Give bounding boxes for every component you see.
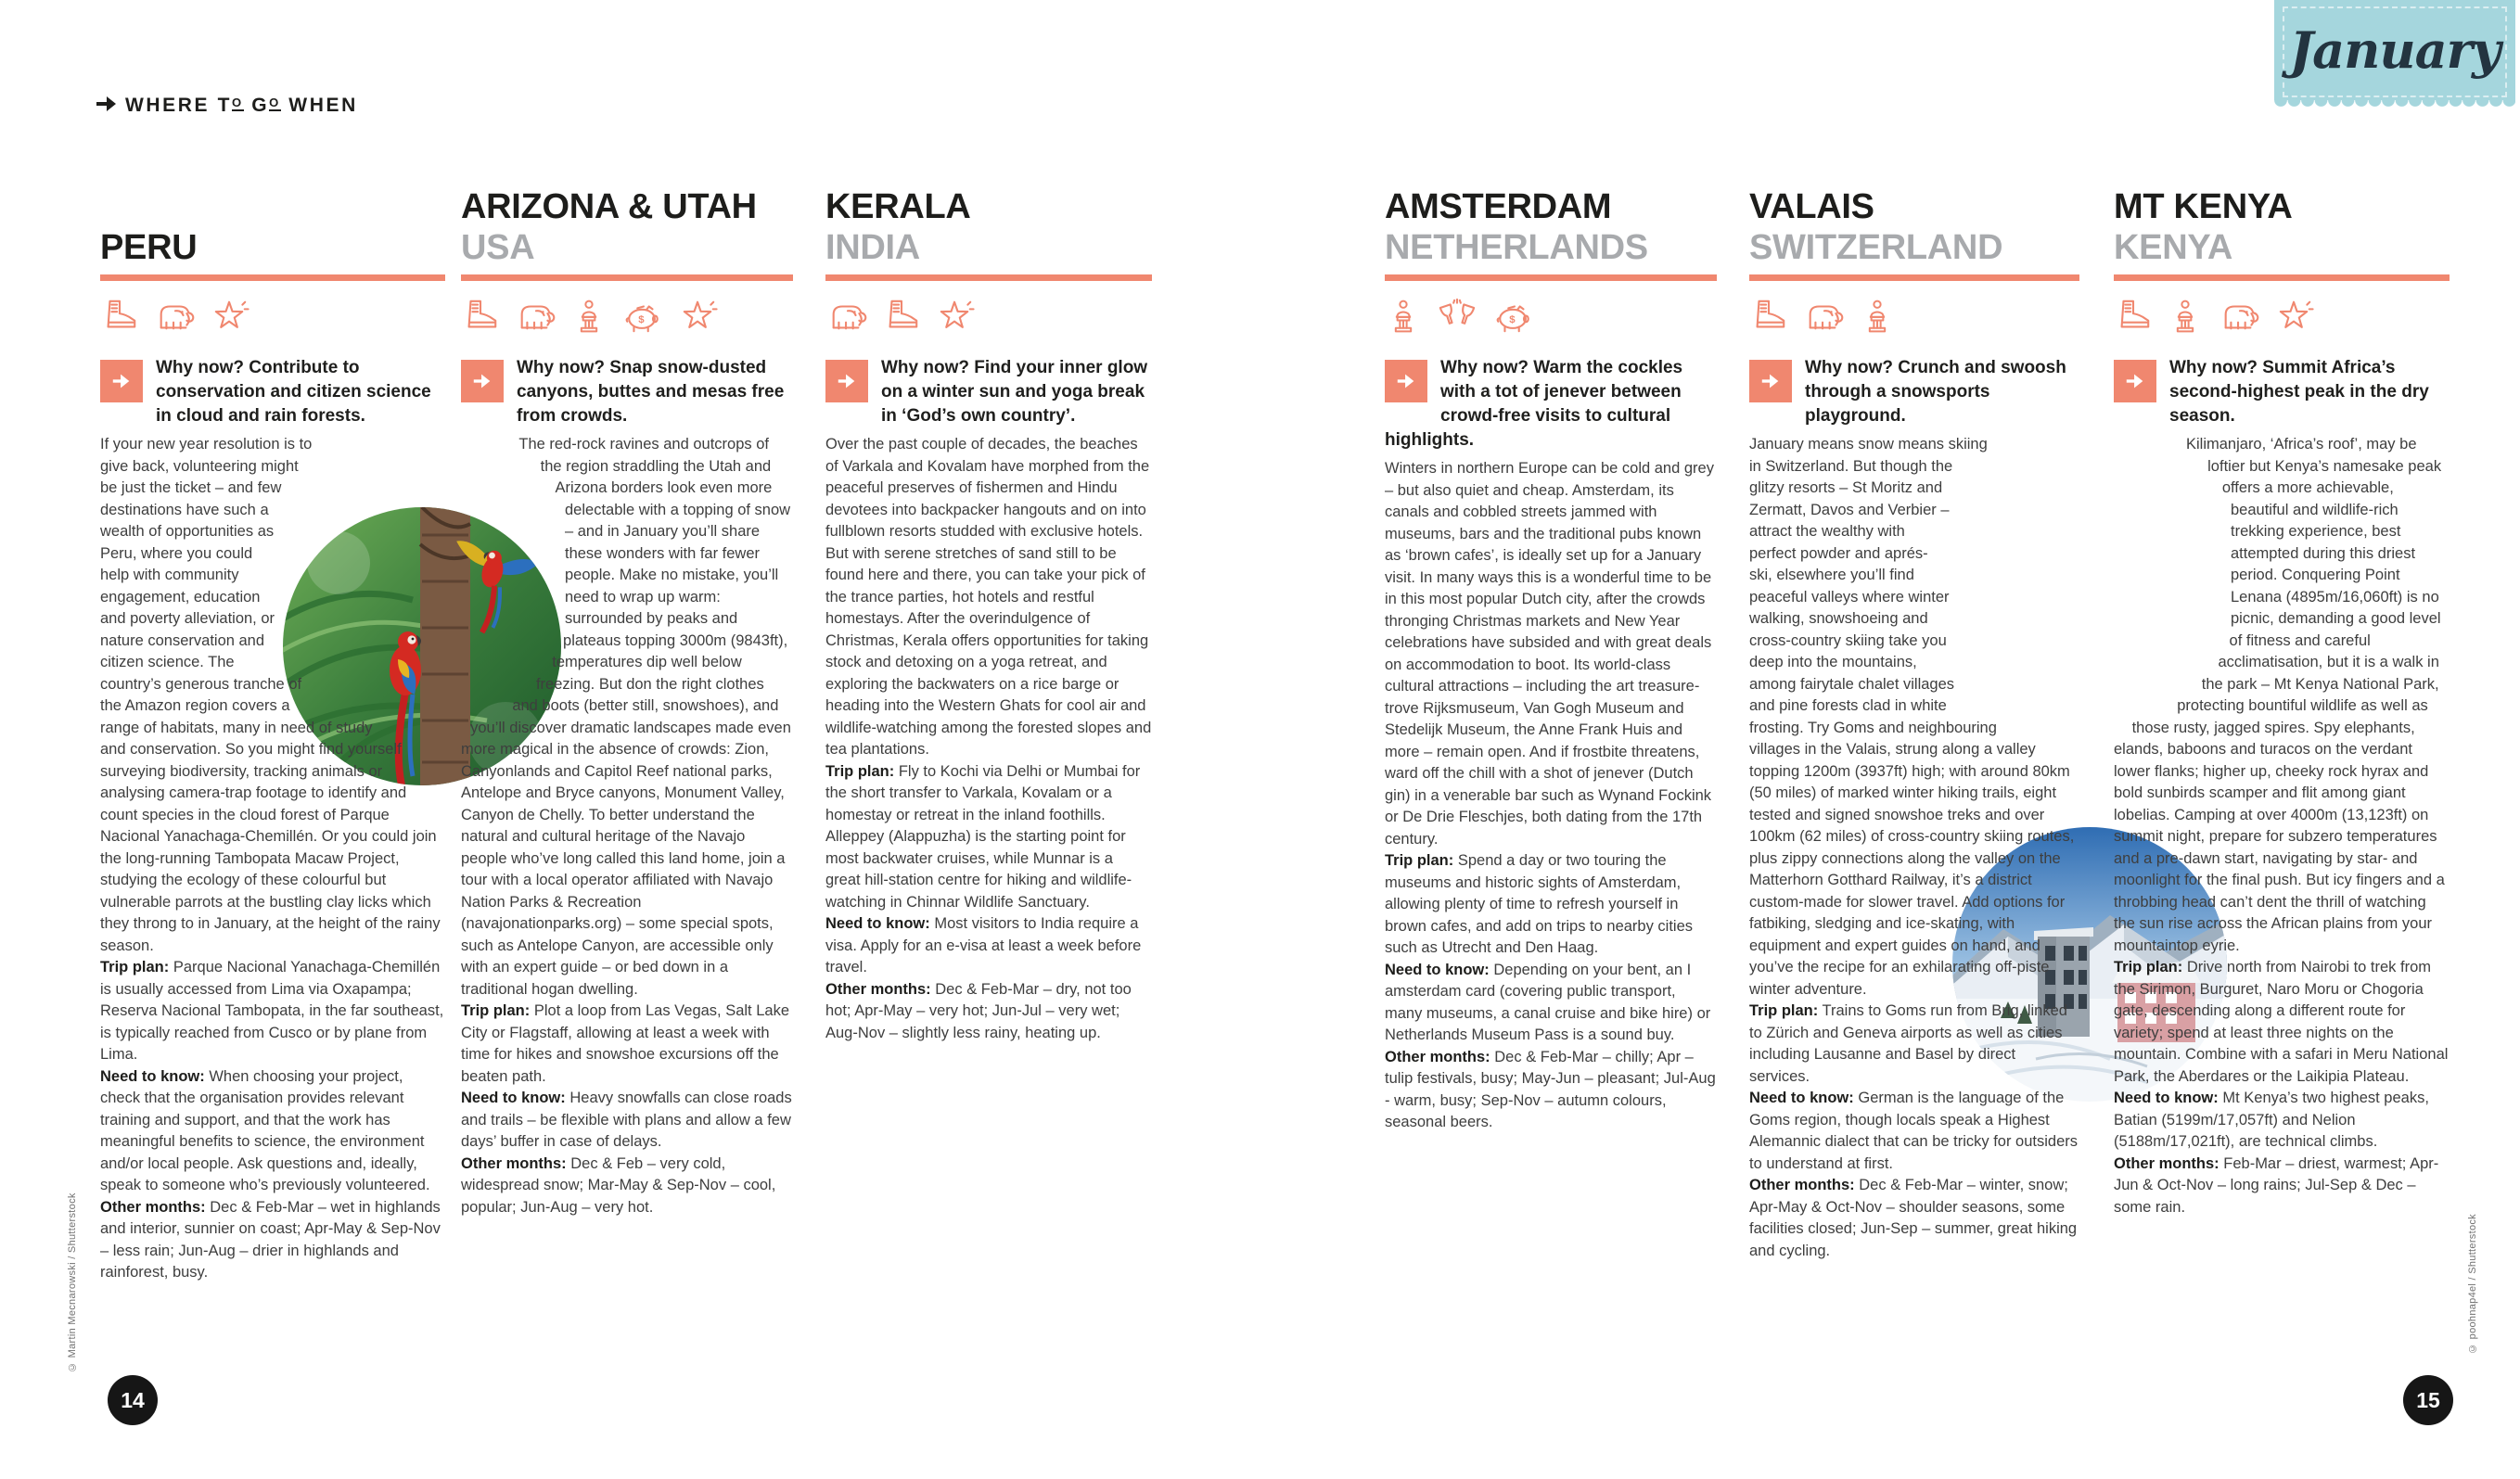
- statue-icon: [570, 297, 608, 336]
- intro-text: January means snow means skiing in Switzerland. But though the glitzy resorts – St Moritz and Zermatt, Davos and Verbier – attract the wealthy with perfect powder and aprés-ski, elsewhere you’ll find peaceful valleys where winter walking, snowshoeing and cross-country skiing take you deep into the mountains, among fairytale chalet villages and pine forests clad in white frosting. Try Goms and neighbouring villages in the Valais, strung along a valley topping 1200m (3937ft) high; with around 80km (50 miles) of marked winter hiking trails, eight tested and signed snowshoe treks and over 100km (62 miles) of cross-country skiing routes, plus zippy connections along the valley on the Matterhorn Gotthard Railway, it’s a district custom-made for slower travel. Add options for fatbiking, sledging and ice-skating, with equipment and expert guides on hand, and you’ve the recipe for an exhilarating off-piste winter adventure.: [1749, 436, 2075, 998]
- section-label: Other months:: [100, 1198, 206, 1216]
- destination-header: [461, 172, 793, 266]
- activity-icons: [825, 295, 1152, 338]
- section-label: Need to know:: [2114, 1090, 2219, 1106]
- photo-credit-left: © Martin Mecnarowski / Shutterstock: [67, 1192, 78, 1372]
- section-text: Dec & Feb-Mar – dry, not too hot; Apr-May – very hot; Jun-Jul – very wet; Aug-Nov – slightly less rainy, heating up.: [825, 980, 1132, 1041]
- masthead-title: WHERE TO GO WHEN: [125, 95, 358, 116]
- section-text: Trains to Goms run from Brig, linked to Zürich and Geneva airports as well as cities including Lausanne and Basel by direct services.: [1749, 1002, 2067, 1085]
- destination-body: [825, 434, 1152, 1044]
- section-label: Trip plan:: [100, 959, 170, 975]
- month-tab-label: January: [2289, 20, 2501, 80]
- statue-icon: [1859, 297, 1896, 336]
- destination-body: [100, 434, 445, 1284]
- section-label: Need to know:: [1385, 961, 1490, 978]
- star-icon: [2274, 297, 2315, 336]
- destination-title: AMSTERDAM: [1385, 187, 1612, 227]
- elephant-icon: [2218, 297, 2260, 336]
- piggy-bank-icon: [621, 297, 664, 336]
- photo-credit-right: © poohnap4el / Shutterstock: [2467, 1214, 2478, 1354]
- coral-divider: [1385, 274, 1717, 281]
- arrow-icon: [1749, 360, 1792, 402]
- section-label: Need to know:: [461, 1090, 566, 1106]
- arrow-icon: [2114, 360, 2156, 402]
- section-label: Other months:: [2114, 1154, 2219, 1172]
- section-label: Need to know:: [825, 915, 930, 932]
- intro-text: If your new year resolution is to give back, volunteering might be just the ticket – and few destinations have such a wealth of opportunities as Peru, where you could help with community engagement, education and poverty alleviation, or nature conservation and citizen science. The country’s generous tranche of the Amazon region covers a range of habitats, many in need of study and conservation. So you might find yourself surveying biodiversity, tracking animals or analysing camera-trap footage to identify and count species in the cloud forest of Parque Nacional Yanachaga-Chemillén. Or you could join the long-running Tambopata Macaw Project, studying the ecology of these colourful but vulnerable parrots at the bustling clay licks which they throng to in January, at the height of the rainy season.: [100, 436, 441, 954]
- page-number-right: 15: [2403, 1375, 2453, 1425]
- star-icon: [210, 297, 250, 336]
- activity-icons: [2114, 295, 2450, 338]
- hiking-boot-icon: [461, 297, 500, 336]
- activity-icons: [100, 295, 445, 338]
- elephant-icon: [1802, 297, 1845, 336]
- section-label: Trip plan:: [461, 1002, 531, 1019]
- section-text: Dec & Feb-Mar – chilly; Apr – tulip festivals, busy; May-Jun – pleasant; Jul-Aug - warm, busy; Sep-Nov – autumn colours, seasonal beers.: [1385, 1048, 1716, 1130]
- piggy-bank-icon: [1492, 297, 1535, 336]
- section-label: Other months:: [1385, 1048, 1490, 1065]
- section-label: Other months:: [825, 980, 931, 998]
- intro-text: Winters in northern Europe can be cold and grey – but also quiet and cheap. Amsterdam, its canals and cobbled streets jammed with museums, bars and the traditional pubs known as ‘brown cafes’, is ideally set up for a January visit. In many ways this is a wonderful time to be in this most popular Dutch city, after the crowds thronging Christmas markets and New Year celebrations have subsided and with great deals on accommodation to boot. Its world-class cultural attractions – including the art treasure-trove Rijksmuseum, Van Gogh Museum and Stedelijk Museum, the Anne Frank Huis and more – remain open. And if frostbite threatens, ward off the chill with a shot of jenever (Dutch gin) in a venerable bar such as Wynand Fockink or De Drie Fleschjes, both dating from the 17th century.: [1385, 460, 1714, 848]
- arrow-icon: [1385, 360, 1427, 402]
- page-number-left: 14: [108, 1375, 158, 1425]
- why-now-heading: Why now? Warm the cockles with a tot of jenever between crowd-free visits to cultural highlights.: [1385, 358, 1683, 450]
- coral-divider: [461, 274, 793, 281]
- section-text: Parque Nacional Yanachaga-Chemillén is usually accessed from Lima via Oxapampa; Reserva Nacional Tambopata, in the far southeast, is typically reached from Cusco or by plane from Lima.: [100, 959, 444, 1063]
- section-text: Depending on your bent, an I amsterdam card (covering public transport, many museums, a canal cruise and bike hire) or Netherlands Museum Pass is a sound buy.: [1385, 961, 1711, 1043]
- section-text: German is the language of the Goms region, though locals speak a Highest Alemannic dialect that can be tricky for outsiders to understand at first.: [1749, 1090, 2079, 1172]
- svg-text:$: $: [638, 314, 645, 326]
- destination-title: ARIZONA & UTAH: [461, 187, 757, 227]
- activity-icons: [1749, 295, 2079, 338]
- destination-country: KENYA: [2114, 227, 2233, 267]
- why-now-heading: Why now? Contribute to conservation and citizen science in cloud and rain forests.: [156, 358, 431, 426]
- statue-icon: [2167, 297, 2204, 336]
- section-text: Fly to Kochi via Delhi or Mumbai for the short transfer to Varkala, Kovalam or a homestay or retreat in the inland foothills. Alleppey (Alappuzha) is the starting point for most backwater cruises, while Munnar is a great hill-station centre for hiking and wildlife-watching in Chinnar Wildlife Sanctuary.: [825, 762, 1141, 911]
- section-text: Spend a day or two touring the museums and historic sights of Amsterdam, allowing plenty of time to refresh yourself in brown cafes, and add on trips to nearby cities such as Utrecht and Den Haag.: [1385, 852, 1694, 956]
- section-text: Feb-Mar – driest, warmest; Apr-Jun & Oct-Nov – long rains; Jul-Sep & Dec – some rain.: [2114, 1154, 2439, 1216]
- why-now-heading: Why now? Summit Africa’s second-highest peak in the dry season.: [2169, 358, 2429, 426]
- destination-title: PERU: [100, 227, 198, 267]
- arrow-icon: [825, 360, 868, 402]
- arrow-icon: [100, 360, 143, 402]
- section-text: Heavy snowfalls can close roads and trails – be flexible with plans and allow a few days’ buffer in case of delays.: [461, 1090, 792, 1150]
- section-text: Dec & Feb – very cold, widespread snow; Mar-May & Sep-Nov – cool, popular; Jun-Aug – very hot.: [461, 1154, 776, 1216]
- destination-valais: [1749, 172, 2079, 1262]
- destination-country: INDIA: [825, 227, 920, 267]
- section-label: Trip plan:: [2114, 959, 2183, 975]
- star-icon: [678, 297, 719, 336]
- destination-arizona: [461, 172, 793, 1218]
- activity-icons: [1385, 295, 1717, 338]
- section-label: Trip plan:: [1749, 1002, 1819, 1019]
- destination-country: SWITZERLAND: [1749, 227, 2003, 267]
- why-now-heading: Why now? Find your inner glow on a winter sun and yoga break in ‘God’s own country’.: [881, 358, 1148, 426]
- elephant-icon: [825, 297, 868, 336]
- section-text: Drive north from Nairobi to trek from the Sirimon, Burguret, Naro Moru or Chogoria gate, descending along a different route for variety; spend at least three nights on the mountain. Combine with a safari in Meru National Park, the Aberdares or the Laikipia Plateau.: [2114, 959, 2449, 1085]
- section-text: Dec & Feb-Mar – winter, snow; Apr-May & Oct-Nov – shoulder seasons, some facilities closed; Jun-Sep – summer, great hiking and cycling.: [1749, 1177, 2078, 1259]
- destination-header: [825, 172, 1152, 266]
- hiking-boot-icon: [882, 297, 921, 336]
- destination-title: VALAIS: [1749, 187, 1874, 227]
- coral-divider: [1749, 274, 2079, 281]
- arrow-right-icon: [96, 96, 117, 117]
- elephant-icon: [153, 297, 196, 336]
- intro-text: The red-rock ravines and outcrops of the region straddling the Utah and Arizona borders look even more delectable with a topping of snow – and in January you’ll share these wonders with far fewer people. Make no mistake, you’ll need to wrap up warm: surrounded by peaks and plateaus topping 3000m (9843ft), temperatures dip well below freezing. But don the right clothes and boots (better still, snowshoes), and you’ll discover dramatic landscapes made even more magical in the absence of crowds: Zion, Canyonlands and Capitol Reef national parks, Antelope and Bryce canyons, Monument Valley, Canyon de Chelly. To better understand the natural and cultural heritage of the Navajo people who’ve long called this land home, join a tour with a local operator affiliated with Navajo Nation Parks & Recreation (navajonationparks.org) – some special spots, such as Antelope Canyon, are accessible only with an expert guide – or bed down in a traditional hogan dwelling.: [461, 436, 791, 998]
- elephant-icon: [514, 297, 556, 336]
- section-text: When choosing your project, check that the organisation provides relevant training and support, and that the work has meaningful benefits to science, the environment and/or local people. Ask questions and, ideally, speak to someone who’s previously volunteered.: [100, 1067, 430, 1193]
- destination-kerala: [825, 172, 1152, 1044]
- clinking-glasses-icon: [1436, 297, 1478, 336]
- destination-mtkenya: [2114, 172, 2450, 1218]
- destination-header: [100, 172, 445, 266]
- why-now-heading: Why now? Crunch and swoosh through a snowsports playground.: [1805, 358, 2066, 426]
- section-label: Trip plan:: [825, 762, 895, 780]
- section-label: Need to know:: [100, 1067, 205, 1085]
- month-tab-january: [2274, 0, 2515, 100]
- destination-peru: [100, 172, 445, 1284]
- masthead: [96, 95, 358, 117]
- why-now-heading: Why now? Snap snow-dusted canyons, buttes and mesas free from crowds.: [517, 358, 785, 426]
- arrow-icon: [461, 360, 504, 402]
- section-text: Dec & Feb-Mar – wet in highlands and interior, sunnier on coast; Apr-May & Sep-Nov – less rain; Jun-Aug – drier in highlands and rainforest, busy.: [100, 1198, 441, 1281]
- coral-divider: [2114, 274, 2450, 281]
- section-label: Need to know:: [1749, 1090, 1854, 1106]
- intro-text: Over the past couple of decades, the beaches of Varkala and Kovalam have morphed from the peaceful preserves of fishermen and Hindu devotees into backpacker hangouts and on into fullblown resorts studded with exclusive hotels. But with serene stretches of sand still to be found here and there, you can take your pick of the trance parties, hot hotels and restful homestays. After the overindulgence of Christmas, Kerala offers opportunities for taking stock and detoxing on a yoga retreat, and exploring the backwaters on a rice barge or heading into the Western Ghats for cool air and wildlife-watching among the forested slopes and tea plantations.: [825, 436, 1152, 758]
- section-label: Trip plan:: [1385, 852, 1454, 869]
- coral-divider: [100, 274, 445, 281]
- section-label: Other months:: [1749, 1177, 1855, 1193]
- activity-icons: [461, 295, 793, 338]
- hiking-boot-icon: [100, 297, 139, 336]
- destination-country: USA: [461, 227, 535, 267]
- destination-title: MT KENYA: [2114, 187, 2293, 227]
- intro-text: Kilimanjaro, ‘Africa’s roof’, may be loftier but Kenya’s namesake peak offers a more achievable, beautiful and wildlife-rich trekking experience, best attempted during this driest period. Conquering Point Lenana (4895m/16,060ft) is no picnic, demanding a good level of fitness and careful acclimatisation, but it is a walk in the park – Mt Kenya National Park, protecting bountiful wildlife as well as those rusty, jagged spires. Spy elephants, elands, baboons and turacos on the verdant lower flanks; higher up, cheeky rock hyrax and bold sunbirds scamper and flit among giant lobelias. Camping at over 4000m (13,123ft) on summit night, prepare for subzero temperatures and a pre-dawn start, navigating by star- and moonlight for the final push. But icy fingers and a throbbing head can’t dent the thrill of watching the sun rise across the African plains from your mountaintop eyrie.: [2114, 436, 2445, 954]
- destination-header: [1749, 172, 2079, 266]
- hiking-boot-icon: [1749, 297, 1788, 336]
- destination-body: [2114, 434, 2450, 1218]
- statue-icon: [1385, 297, 1422, 336]
- section-text: Plot a loop from Las Vegas, Salt Lake City or Flagstaff, allowing at least a week with time for hikes and snowshoe excursions off the beaten path.: [461, 1002, 790, 1085]
- section-text: Most visitors to India require a visa. Apply for an e-visa at least a week before travel.: [825, 915, 1142, 975]
- destination-header: [2114, 172, 2450, 266]
- destination-amsterdam: [1385, 172, 1717, 1134]
- destination-title: KERALA: [825, 187, 971, 227]
- section-text: Mt Kenya’s two highest peaks, Batian (5199m/17,057ft) and Nelion (5188m/17,021ft), are technical climbs.: [2114, 1090, 2429, 1150]
- destination-country: NETHERLANDS: [1385, 227, 1648, 267]
- star-icon: [935, 297, 976, 336]
- destination-body: [1749, 434, 2079, 1262]
- section-label: Other months:: [461, 1154, 567, 1172]
- svg-text:$: $: [1509, 314, 1516, 326]
- destination-body: [461, 434, 793, 1218]
- coral-divider: [825, 274, 1152, 281]
- destination-body: [1385, 458, 1717, 1134]
- hiking-boot-icon: [2114, 297, 2153, 336]
- destination-header: [1385, 172, 1717, 266]
